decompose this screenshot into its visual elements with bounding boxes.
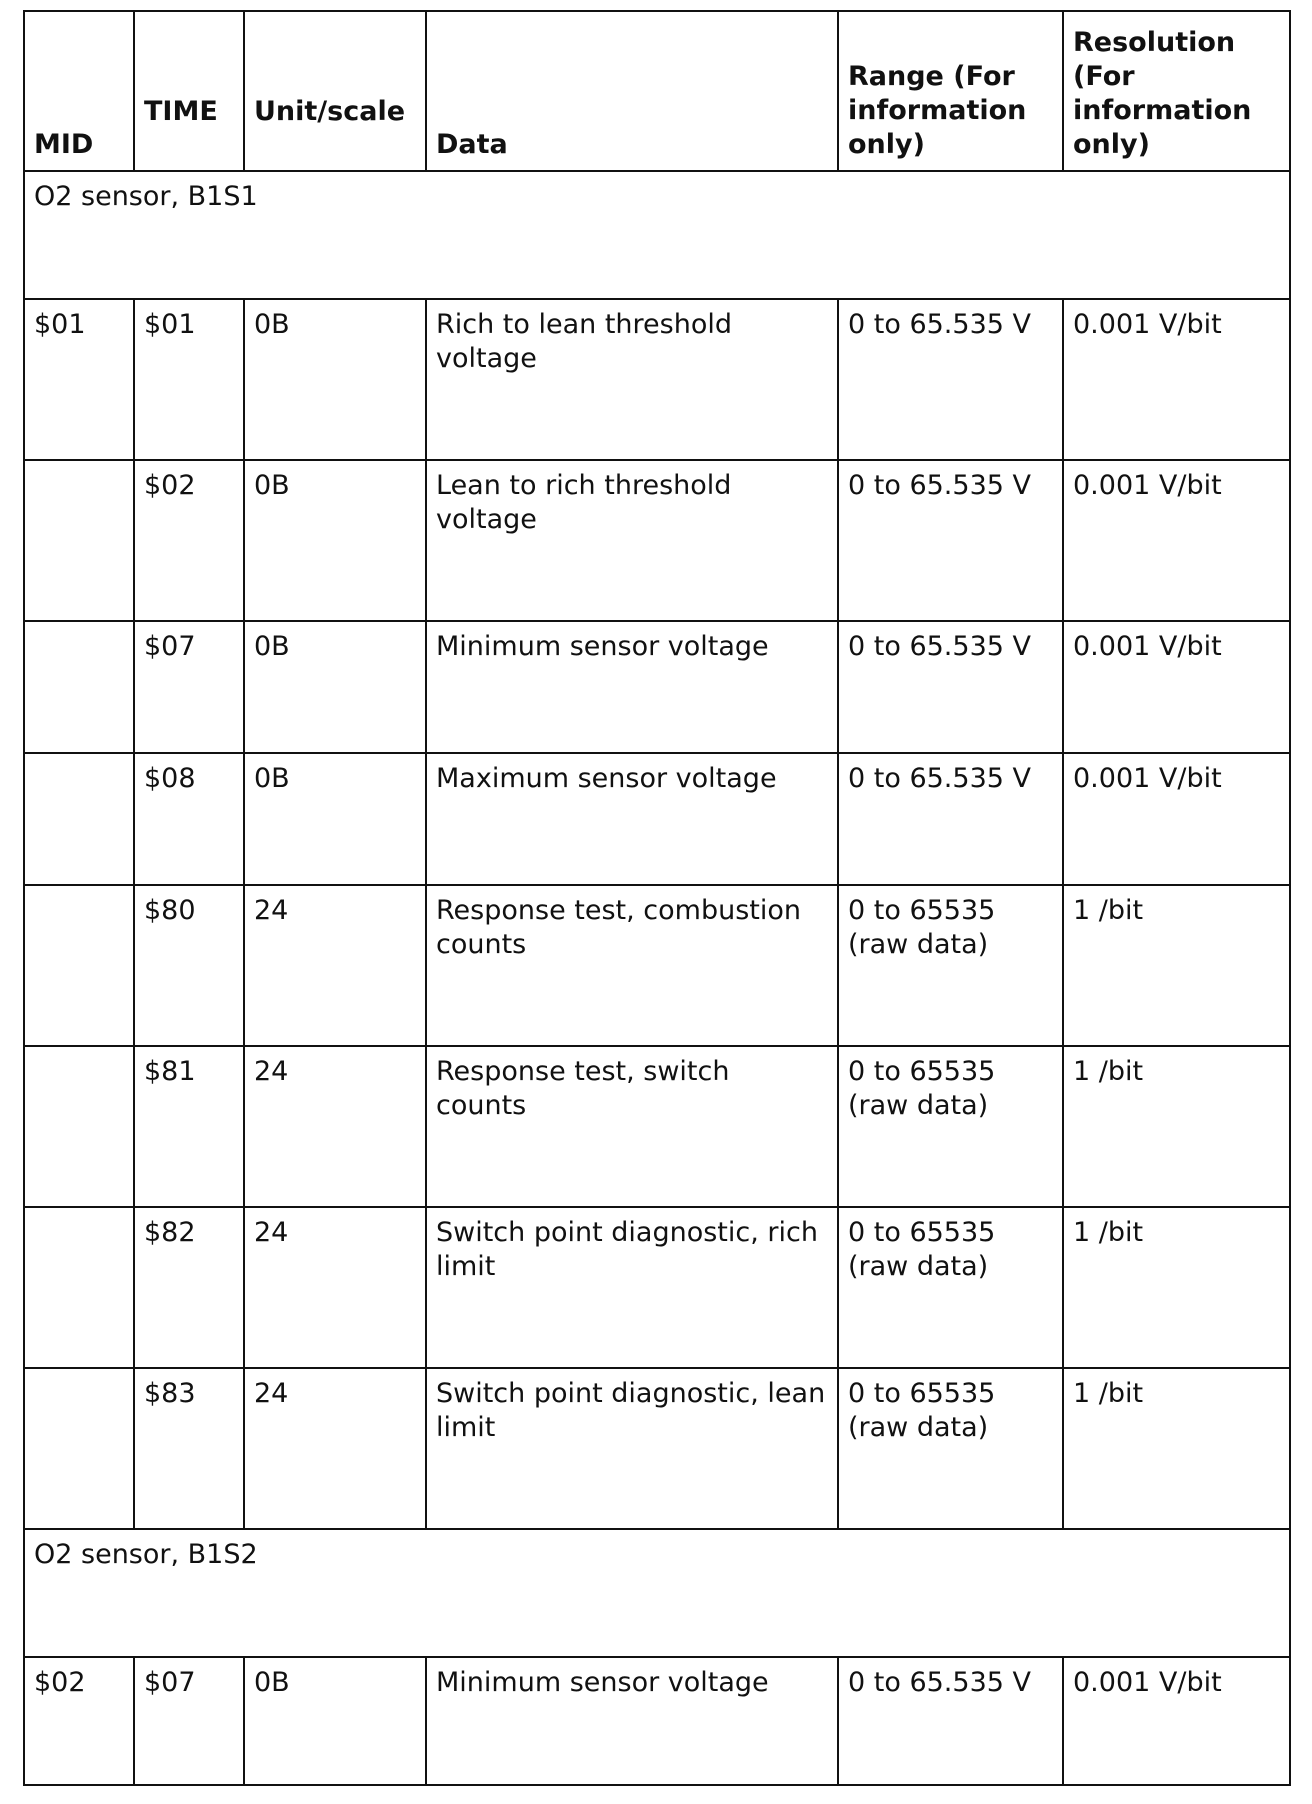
cell-resolution: 1 /bit — [1063, 1046, 1290, 1207]
cell-time: $02 — [134, 460, 244, 621]
header-data: Data — [426, 11, 838, 171]
cell-data: Maximum sensor voltage — [426, 753, 838, 885]
cell-unit: 24 — [244, 1368, 426, 1529]
table-row — [24, 1368, 1290, 1529]
cell-unit: 24 — [244, 885, 426, 1046]
cell-time: $07 — [134, 621, 244, 753]
cell-time: $07 — [134, 1657, 244, 1785]
cell-mid — [24, 885, 134, 1046]
cell-mid: $02 — [24, 1657, 134, 1785]
section-title: O2 sensor, B1S2 — [24, 1529, 1290, 1657]
cell-time: $83 — [134, 1368, 244, 1529]
header-row — [24, 11, 1290, 171]
cell-resolution: 0.001 V/bit — [1063, 753, 1290, 885]
cell-range: 0 to 65.535 V — [838, 753, 1063, 885]
table-row — [24, 1046, 1290, 1207]
cell-time: $82 — [134, 1207, 244, 1368]
section-title: O2 sensor, B1S1 — [24, 171, 1290, 299]
table-row — [24, 1207, 1290, 1368]
cell-data: Rich to lean threshold voltage — [426, 299, 838, 460]
cell-time: $81 — [134, 1046, 244, 1207]
table-row — [24, 753, 1290, 885]
cell-unit: 0B — [244, 299, 426, 460]
cell-data: Lean to rich threshold voltage — [426, 460, 838, 621]
cell-resolution: 1 /bit — [1063, 885, 1290, 1046]
cell-range: 0 to 65535 (raw data) — [838, 885, 1063, 1046]
header-range: Range (For information only) — [838, 11, 1063, 171]
cell-mid — [24, 1046, 134, 1207]
cell-range: 0 to 65.535 V — [838, 621, 1063, 753]
table-row — [24, 299, 1290, 460]
table-row — [24, 1657, 1290, 1785]
cell-data: Response test, switch counts — [426, 1046, 838, 1207]
cell-mid — [24, 621, 134, 753]
header-mid: MID — [24, 11, 134, 171]
cell-resolution: 0.001 V/bit — [1063, 621, 1290, 753]
cell-mid: $01 — [24, 299, 134, 460]
cell-time: $01 — [134, 299, 244, 460]
cell-unit: 0B — [244, 460, 426, 621]
cell-data: Switch point diagnostic, lean limit — [426, 1368, 838, 1529]
cell-resolution: 1 /bit — [1063, 1207, 1290, 1368]
cell-data: Response test, combustion counts — [426, 885, 838, 1046]
cell-data: Minimum sensor voltage — [426, 1657, 838, 1785]
header-time: TIME — [134, 11, 244, 171]
cell-resolution: 1 /bit — [1063, 1368, 1290, 1529]
obd-test-table — [23, 10, 1291, 1786]
header-resolution: Resolution (For information only) — [1063, 11, 1290, 171]
table-row — [24, 885, 1290, 1046]
table-row — [24, 460, 1290, 621]
cell-resolution: 0.001 V/bit — [1063, 1657, 1290, 1785]
cell-data: Minimum sensor voltage — [426, 621, 838, 753]
cell-time: $80 — [134, 885, 244, 1046]
cell-resolution: 0.001 V/bit — [1063, 460, 1290, 621]
header-unit: Unit/scale — [244, 11, 426, 171]
cell-range: 0 to 65535 (raw data) — [838, 1368, 1063, 1529]
cell-range: 0 to 65.535 V — [838, 460, 1063, 621]
cell-range: 0 to 65535 (raw data) — [838, 1046, 1063, 1207]
section-row — [24, 1529, 1290, 1657]
cell-mid — [24, 460, 134, 621]
cell-range: 0 to 65.535 V — [838, 1657, 1063, 1785]
cell-mid — [24, 1207, 134, 1368]
cell-unit: 0B — [244, 1657, 426, 1785]
table-container — [23, 10, 1291, 1786]
cell-data: Switch point diagnostic, rich limit — [426, 1207, 838, 1368]
table-row — [24, 621, 1290, 753]
cell-range: 0 to 65.535 V — [838, 299, 1063, 460]
cell-unit: 0B — [244, 621, 426, 753]
cell-mid — [24, 753, 134, 885]
cell-unit: 24 — [244, 1046, 426, 1207]
section-row — [24, 171, 1290, 299]
cell-time: $08 — [134, 753, 244, 885]
cell-resolution: 0.001 V/bit — [1063, 299, 1290, 460]
cell-range: 0 to 65535 (raw data) — [838, 1207, 1063, 1368]
cell-unit: 24 — [244, 1207, 426, 1368]
cell-unit: 0B — [244, 753, 426, 885]
cell-mid — [24, 1368, 134, 1529]
